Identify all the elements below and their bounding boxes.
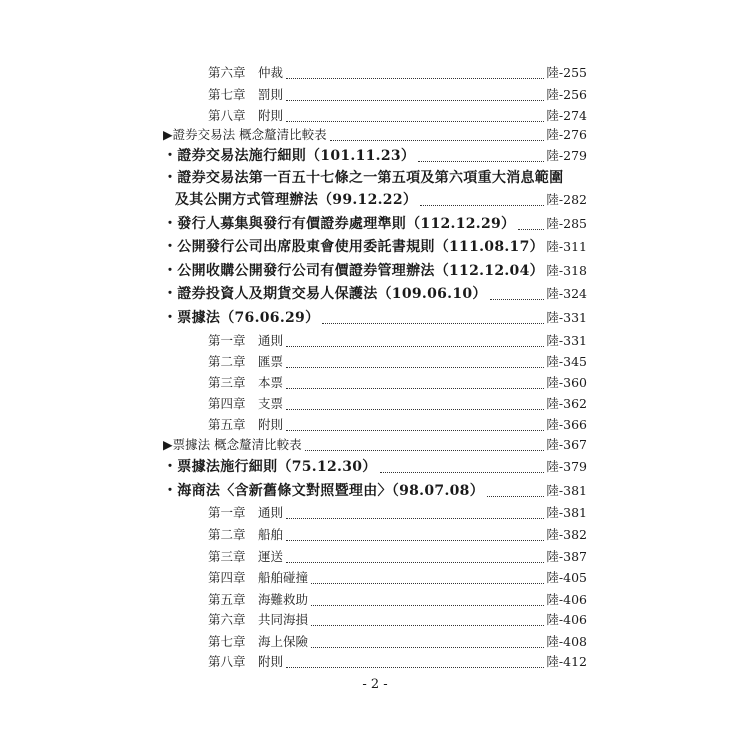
toc-entry	[0, 394, 750, 416]
toc-entry-page: 陸-362	[546, 396, 587, 411]
toc-entry	[0, 125, 750, 147]
toc-entry	[0, 610, 750, 632]
toc-entry-page: 陸-408	[546, 634, 587, 649]
toc-entry-title: ・海商法〈含新舊條文對照暨理由〉（98.07.08）	[163, 483, 484, 499]
toc-entry	[0, 568, 750, 590]
dot-leader	[311, 583, 544, 584]
toc-entry-title: 第五章 海難救助	[208, 592, 309, 607]
toc-entry-title: 第二章 船舶	[208, 527, 284, 542]
toc-entry-page: 陸-381	[546, 505, 587, 520]
dot-leader	[330, 140, 544, 141]
dot-leader	[490, 299, 544, 300]
toc-entry-title: 第四章 船舶碰撞	[208, 570, 309, 585]
toc-entry	[0, 237, 750, 259]
dot-leader	[286, 121, 544, 122]
toc-entry-page: 陸-279	[546, 148, 587, 163]
toc-entry-title: 及其公開方式管理辦法（99.12.22）	[175, 192, 418, 208]
dot-leader	[286, 562, 544, 563]
toc-entry-page: 陸-324	[546, 286, 587, 301]
dot-leader	[311, 625, 544, 626]
toc-entry-page: 陸-256	[546, 87, 587, 102]
toc-entry-title: 第三章 運送	[208, 549, 284, 564]
toc-entry-page: 陸-285	[546, 216, 587, 231]
toc-entry	[0, 547, 750, 569]
toc-entry	[0, 352, 750, 374]
toc-entry-page: 陸-406	[546, 592, 587, 607]
toc-entry	[0, 190, 750, 212]
toc-entry-page: 陸-274	[546, 108, 587, 123]
toc-entry	[0, 415, 750, 437]
toc-entry	[0, 168, 750, 190]
toc-entry-title: ▶證券交易法 概念釐清比較表	[163, 127, 327, 142]
toc-entry-title: ・發行人募集與發行有價證券處理準則（112.12.29）	[163, 216, 516, 232]
toc-entry-title: 第七章 罰則	[208, 87, 284, 102]
toc-entry	[0, 435, 750, 457]
toc-entry	[0, 85, 750, 107]
toc-entry-title: 第八章 附則	[208, 654, 284, 669]
toc-entry-title: ▶票據法 概念釐清比較表	[163, 437, 302, 452]
toc-entry-page: 陸-282	[546, 192, 587, 207]
dot-leader	[286, 388, 544, 389]
toc-entry	[0, 284, 750, 306]
toc-entry-page: 陸-382	[546, 527, 587, 542]
toc-entry-title: 第五章 附則	[208, 417, 284, 432]
toc-entry	[0, 373, 750, 395]
dot-leader	[286, 667, 544, 668]
toc-entry-page: 陸-379	[546, 459, 587, 474]
dot-leader	[286, 409, 544, 410]
toc-entry-title: ・票據法施行細則（75.12.30）	[163, 459, 377, 475]
toc-entry-title: 第一章 通則	[208, 333, 284, 348]
toc-entry-page: 陸-405	[546, 570, 587, 585]
dot-leader	[487, 496, 544, 497]
toc-entry-page: 陸-366	[546, 417, 587, 432]
toc-entry-page: 陸-387	[546, 549, 587, 564]
toc-entry	[0, 63, 750, 85]
dot-leader	[286, 78, 544, 79]
dot-leader	[286, 367, 544, 368]
dot-leader	[286, 518, 544, 519]
toc-entry-page: 陸-255	[546, 65, 587, 80]
toc-entry	[0, 525, 750, 547]
toc-entry-page: 陸-318	[546, 263, 587, 278]
toc-entry	[0, 632, 750, 654]
dot-leader	[311, 647, 544, 648]
toc-entry-page: 陸-311	[546, 239, 587, 254]
toc-entry	[0, 146, 750, 168]
toc-entry-page: 陸-381	[546, 483, 587, 498]
toc-entry	[0, 590, 750, 612]
toc-entry-title: ・證券投資人及期貨交易人保護法（109.06.10）	[163, 286, 487, 302]
toc-entry	[0, 214, 750, 236]
toc-entry	[0, 503, 750, 525]
toc-entry-title: 第六章 共同海損	[208, 612, 309, 627]
toc-entry-page: 陸-406	[546, 612, 587, 627]
dot-leader	[380, 472, 544, 473]
dot-leader	[311, 605, 544, 606]
toc-entry-title: 第三章 本票	[208, 375, 284, 390]
toc-entry	[0, 652, 750, 674]
toc-entry-title: ・公開發行公司出席股東會使用委託書規則（111.08.17）	[163, 239, 544, 255]
toc-entry-title: ・證券交易法第一百五十七條之一第五項及第六項重大消息範圍	[163, 170, 564, 186]
toc-entry-title: 第二章 匯票	[208, 354, 284, 369]
toc-entry	[0, 331, 750, 353]
dot-leader	[420, 205, 544, 206]
toc-entry-page: 陸-360	[546, 375, 587, 390]
toc-entry-title: ・票據法（76.06.29）	[163, 310, 320, 326]
toc-entry-title: ・公開收購公開發行公司有價證券管理辦法（112.12.04）	[163, 263, 544, 279]
dot-leader	[286, 100, 544, 101]
dot-leader	[322, 323, 544, 324]
toc-entry-page: 陸-345	[546, 354, 587, 369]
dot-leader	[286, 540, 544, 541]
toc-entry	[0, 308, 750, 330]
toc-entry-page: 陸-367	[546, 437, 587, 452]
dot-leader	[305, 450, 544, 451]
page-number: - 2 -	[362, 677, 388, 692]
toc-entry-title: 第六章 仲裁	[208, 65, 284, 80]
toc-entry-title: 第八章 附則	[208, 108, 284, 123]
toc-entry	[0, 261, 750, 283]
toc-entry-page: 陸-412	[546, 654, 587, 669]
dot-leader	[418, 161, 544, 162]
toc-entry-page: 陸-331	[546, 310, 587, 325]
toc-entry	[0, 457, 750, 479]
toc-entry-title: 第一章 通則	[208, 505, 284, 520]
toc-entry-page: 陸-276	[546, 127, 587, 142]
toc-entry-title: 第七章 海上保險	[208, 634, 309, 649]
dot-leader	[286, 346, 544, 347]
dot-leader	[286, 430, 544, 431]
dot-leader	[518, 229, 544, 230]
toc-entry	[0, 481, 750, 503]
toc-entry-title: 第四章 支票	[208, 396, 284, 411]
toc-entry-title: ・證券交易法施行細則（101.11.23）	[163, 148, 416, 164]
toc-entry-page: 陸-331	[546, 333, 587, 348]
